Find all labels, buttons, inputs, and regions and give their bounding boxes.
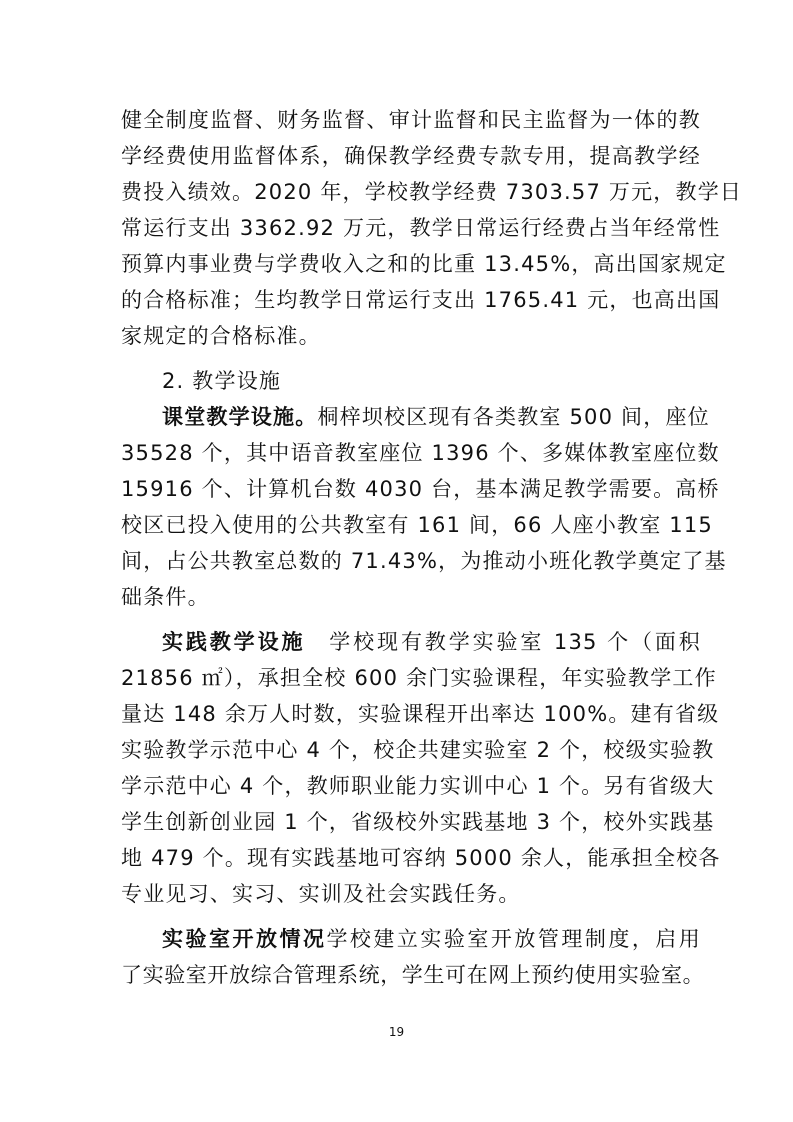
classroom-first-line-text: 桐梓坝校区现有各类教室 500 间，座位: [317, 405, 710, 429]
paragraph-line: 费投入绩效。2020 年，学校教学经费 7303.57 万元，教学日: [121, 180, 743, 204]
paragraph-line: 学示范中心 4 个，教师职业能力实训中心 1 个。另有省级大: [121, 774, 715, 798]
lab-first-line-text: 学校建立实验室开放管理制度，启用: [326, 927, 701, 951]
lab-heading: 实验室开放情况: [162, 927, 327, 951]
paragraph-line: 学生创新创业园 1 个，省级校外实践基地 3 个，校外实践基: [121, 810, 715, 834]
paragraph-line: 21856 ㎡），承担全校 600 余门实验课程，年实验教学工作: [121, 666, 717, 690]
paragraph-line: 常运行支出 3362.92 万元，教学日常运行经费占当年经常性: [121, 216, 721, 240]
paragraph-line: 量达 148 余万人时数，实验课程开出率达 100%。建有省级: [121, 702, 720, 726]
practice-first-line-text: 学校现有教学实验室 135 个（面积: [305, 630, 702, 654]
paragraph-first-line: [162, 624, 701, 660]
paragraph-first-line: [162, 399, 710, 435]
paragraph-line: 的合格标准；生均教学日常运行支出 1765.41 元，也高出国: [121, 288, 721, 312]
paragraph-line: 健全制度监督、财务监督、审计监督和民主监督为一体的教: [121, 108, 701, 132]
paragraph-line: 实验教学示范中心 4 个，校企共建实验室 2 个，校级实验教: [121, 738, 715, 762]
paragraph-line: 预算内事业费与学费收入之和的比重 13.45%，高出国家规定: [121, 252, 727, 276]
page-number: 19: [388, 1025, 405, 1039]
paragraph-line: 间，占公共教室总数的 71.43%，为推动小班化教学奠定了基: [121, 549, 727, 573]
paragraph-line: 15916 个、计算机台数 4030 台，基本满足教学需要。高桥: [121, 477, 720, 501]
paragraph-line: 35528 个，其中语音教室座位 1396 个、多媒体教室座位数: [121, 441, 720, 465]
paragraph-line: 了实验室开放综合管理系统，学生可在网上预约使用实验室。: [121, 963, 705, 987]
classroom-heading: 课堂教学设施。: [162, 405, 318, 429]
paragraph-line: 校区已投入使用的公共教室有 161 间，66 人座小教室 115: [121, 513, 713, 537]
paragraph-line: 地 479 个。现有实践基地可容纳 5000 余人，能承担全校各: [121, 846, 721, 870]
section-heading: 2. 教学设施: [162, 369, 282, 393]
paragraph-line: 础条件。: [121, 585, 210, 609]
practice-heading: 实践教学设施: [162, 630, 306, 654]
paragraph-first-line: [162, 921, 701, 957]
paragraph-line: 专业见习、实习、实训及社会实践任务。: [121, 882, 521, 906]
paragraph-line: 学经费使用监督体系，确保教学经费专款专用，提高教学经: [121, 144, 701, 168]
paragraph-line: 家规定的合格标准。: [121, 324, 321, 348]
